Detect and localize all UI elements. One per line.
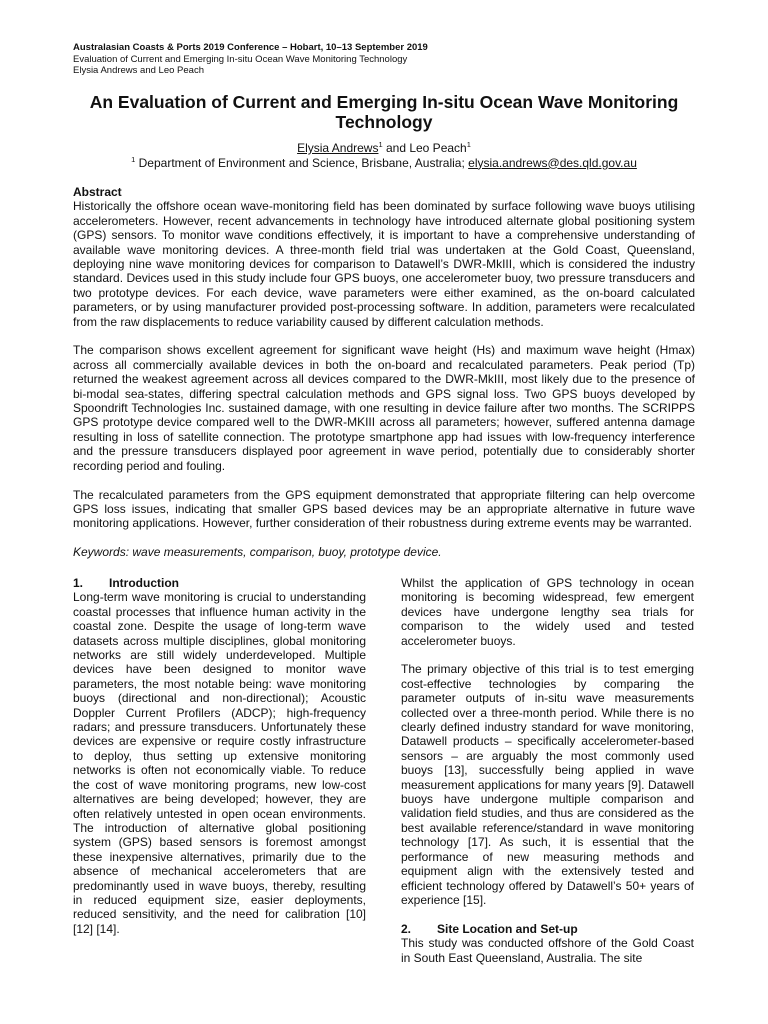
running-title: Evaluation of Current and Emerging In-situ Ocean Wave Monitoring Technology — [73, 53, 408, 65]
body-paragraph: This study was conducted offshore of the Gold Coast in South East Queensland, Australia. The site — [401, 936, 694, 965]
affiliation-sup: 1 — [131, 154, 136, 164]
author-link[interactable]: Elysia Andrews — [297, 141, 379, 155]
body-paragraph: The primary objective of this trial is to test emerging cost-effective technologies by comparing the parameter outputs of in-situ wave measurements collected over a three-month period. While there is no clearly defined industry standard for wave monitoring, Datawell products – specifically accelerometer-based sensors – are arguably the most commonly used buoys [13], successfully being applied in wave measurement applications for many years [9]. Datawell buoys have undergone multiple comparison and validation field studies, and thus are considered as the best available reference/standard in wave monitoring technology [17]. As such, it is essential that the performance of new measuring methods and equipment align with the extensively tested and efficient technology offered by Datawell’s 50+ years of experience [15]. — [401, 662, 694, 907]
body-paragraph: Whilst the application of GPS technology in ocean monitoring is becoming widespread, few emergent devices have undergone lengthy sea trials for comparison to the widely used and tested accelerometer buoys. — [401, 576, 694, 648]
keywords: Keywords: wave measurements, comparison, buoy, prototype device. — [73, 545, 442, 560]
affiliation-line — [60, 156, 708, 171]
author-sup: 1 — [378, 140, 383, 149]
abstract-paragraph: The recalculated parameters from the GPS equipment demonstrated that appropriate filtering can help overcome GPS loss issues, indicating that smaller GPS based devices may be an appropriate alternative in future wave monitoring applications. However, further consideration of their robustness during extreme events may be warranted. — [73, 487, 695, 531]
left-column — [73, 576, 366, 936]
section-title: Site Location and Set-up — [437, 921, 578, 936]
author-line — [60, 141, 708, 156]
body-paragraph: Long-term wave monitoring is crucial to understanding coastal processes that influence human activity in the coastal zone. Despite the usage of long-term wave datasets across multiple disciplines, global monitoring networks are still widely underdeveloped. Multiple devices have been designed to monitor wave parameters, the most notable being: wave monitoring buoys (directional and non-directional); Acoustic Doppler Current Profilers (ADCP); high-frequency radars; and pressure transducers. Unfortunately these devices are expensive or require costly infrastructure to deploy, thus setting up extensive monitoring networks is often not economically viable. To reduce the cost of wave monitoring programs, new low-cost alternatives are being developed; however, they are often relatively untested in open ocean environments. The introduction of alternative global positioning system (GPS) based sensors is foremost amongst these inexpensive alternatives, primarily due to the absence of mechanical accelerometers that are predominantly used in wave buoys, thereby, resulting in reduced equipment size, easier deployments, reduced sensitivity, and the need for calibration [10] [12] [14]. — [73, 590, 366, 936]
author-connector: and Leo Peach — [382, 141, 467, 155]
section-title: Introduction — [109, 576, 179, 590]
email-link[interactable]: elysia.andrews@des.qld.gov.au — [468, 155, 637, 170]
author-block — [60, 141, 708, 170]
section-number: 1. — [73, 576, 84, 590]
author-sup: 1 — [466, 140, 471, 149]
running-authors: Elysia Andrews and Leo Peach — [73, 65, 204, 76]
abstract-heading: Abstract — [73, 185, 122, 199]
conference-line: Australasian Coasts & Ports 2019 Conference – Hobart, 10–13 September 2019 — [73, 42, 428, 53]
abstract-section — [73, 185, 695, 560]
section-heading — [73, 576, 366, 590]
paper-title: An Evaluation of Current and Emerging In-situ Ocean Wave Monitoring Technology — [89, 92, 679, 132]
right-column — [401, 576, 694, 965]
abstract-paragraph: The comparison shows excellent agreement for significant wave height (Hs) and maximum wave height (Hmax) across all commercially available devices in both the on-board and recalculated parameters. Peak period (Tp) returned the weakest agreement across all devices compared to the DWR-MkIII, most likely due to the presence of bi-modal sea-states, differing spectral calculation methods and GPS signal loss. Two GPS buoys developed by Spoondrift Technologies Inc. sustained damage, with one resulting in device failure after two months. The SCRIPPS GPS prototype device compared well to the DWR-MKIII across all parameters; however, suffered antenna damage resulting in loss of satellite connection. The prototype smartphone app had issues with low-frequency interference and the pressure transducers displayed poor agreement in wave period, potentially due to considerably shorter recording period and fouling. — [73, 343, 695, 473]
abstract-paragraph: Historically the offshore ocean wave-monitoring field has been dominated by surface following wave buoys utilising accelerometers. However, recent advancements in technology have introduced alternate global positioning system (GPS) sensors. To monitor wave conditions effectively, it is important to have a comprehensive understanding of available wave monitoring devices. A three-month field trial was undertaken at the Gold Coast, Queensland, deploying nine wave monitoring devices for comparison to Datawell’s DWR-MkIII, which is considered the industry standard. Devices used in this study include four GPS buoys, one accelerometer buoy, two pressure transducers and two prototype devices. For each device, wave parameters were either examined, as the on-board calculated parameters, or by using manufacturer provided post-processing software. In addition, parameters were recalculated from the raw displacements to reduce variability caused by different calculation methods. — [73, 199, 695, 329]
section-number: 2. — [401, 921, 412, 936]
affiliation-text: Department of Environment and Science, Brisbane, Australia; — [135, 155, 469, 170]
running-header — [73, 42, 428, 77]
section-heading — [401, 922, 694, 936]
